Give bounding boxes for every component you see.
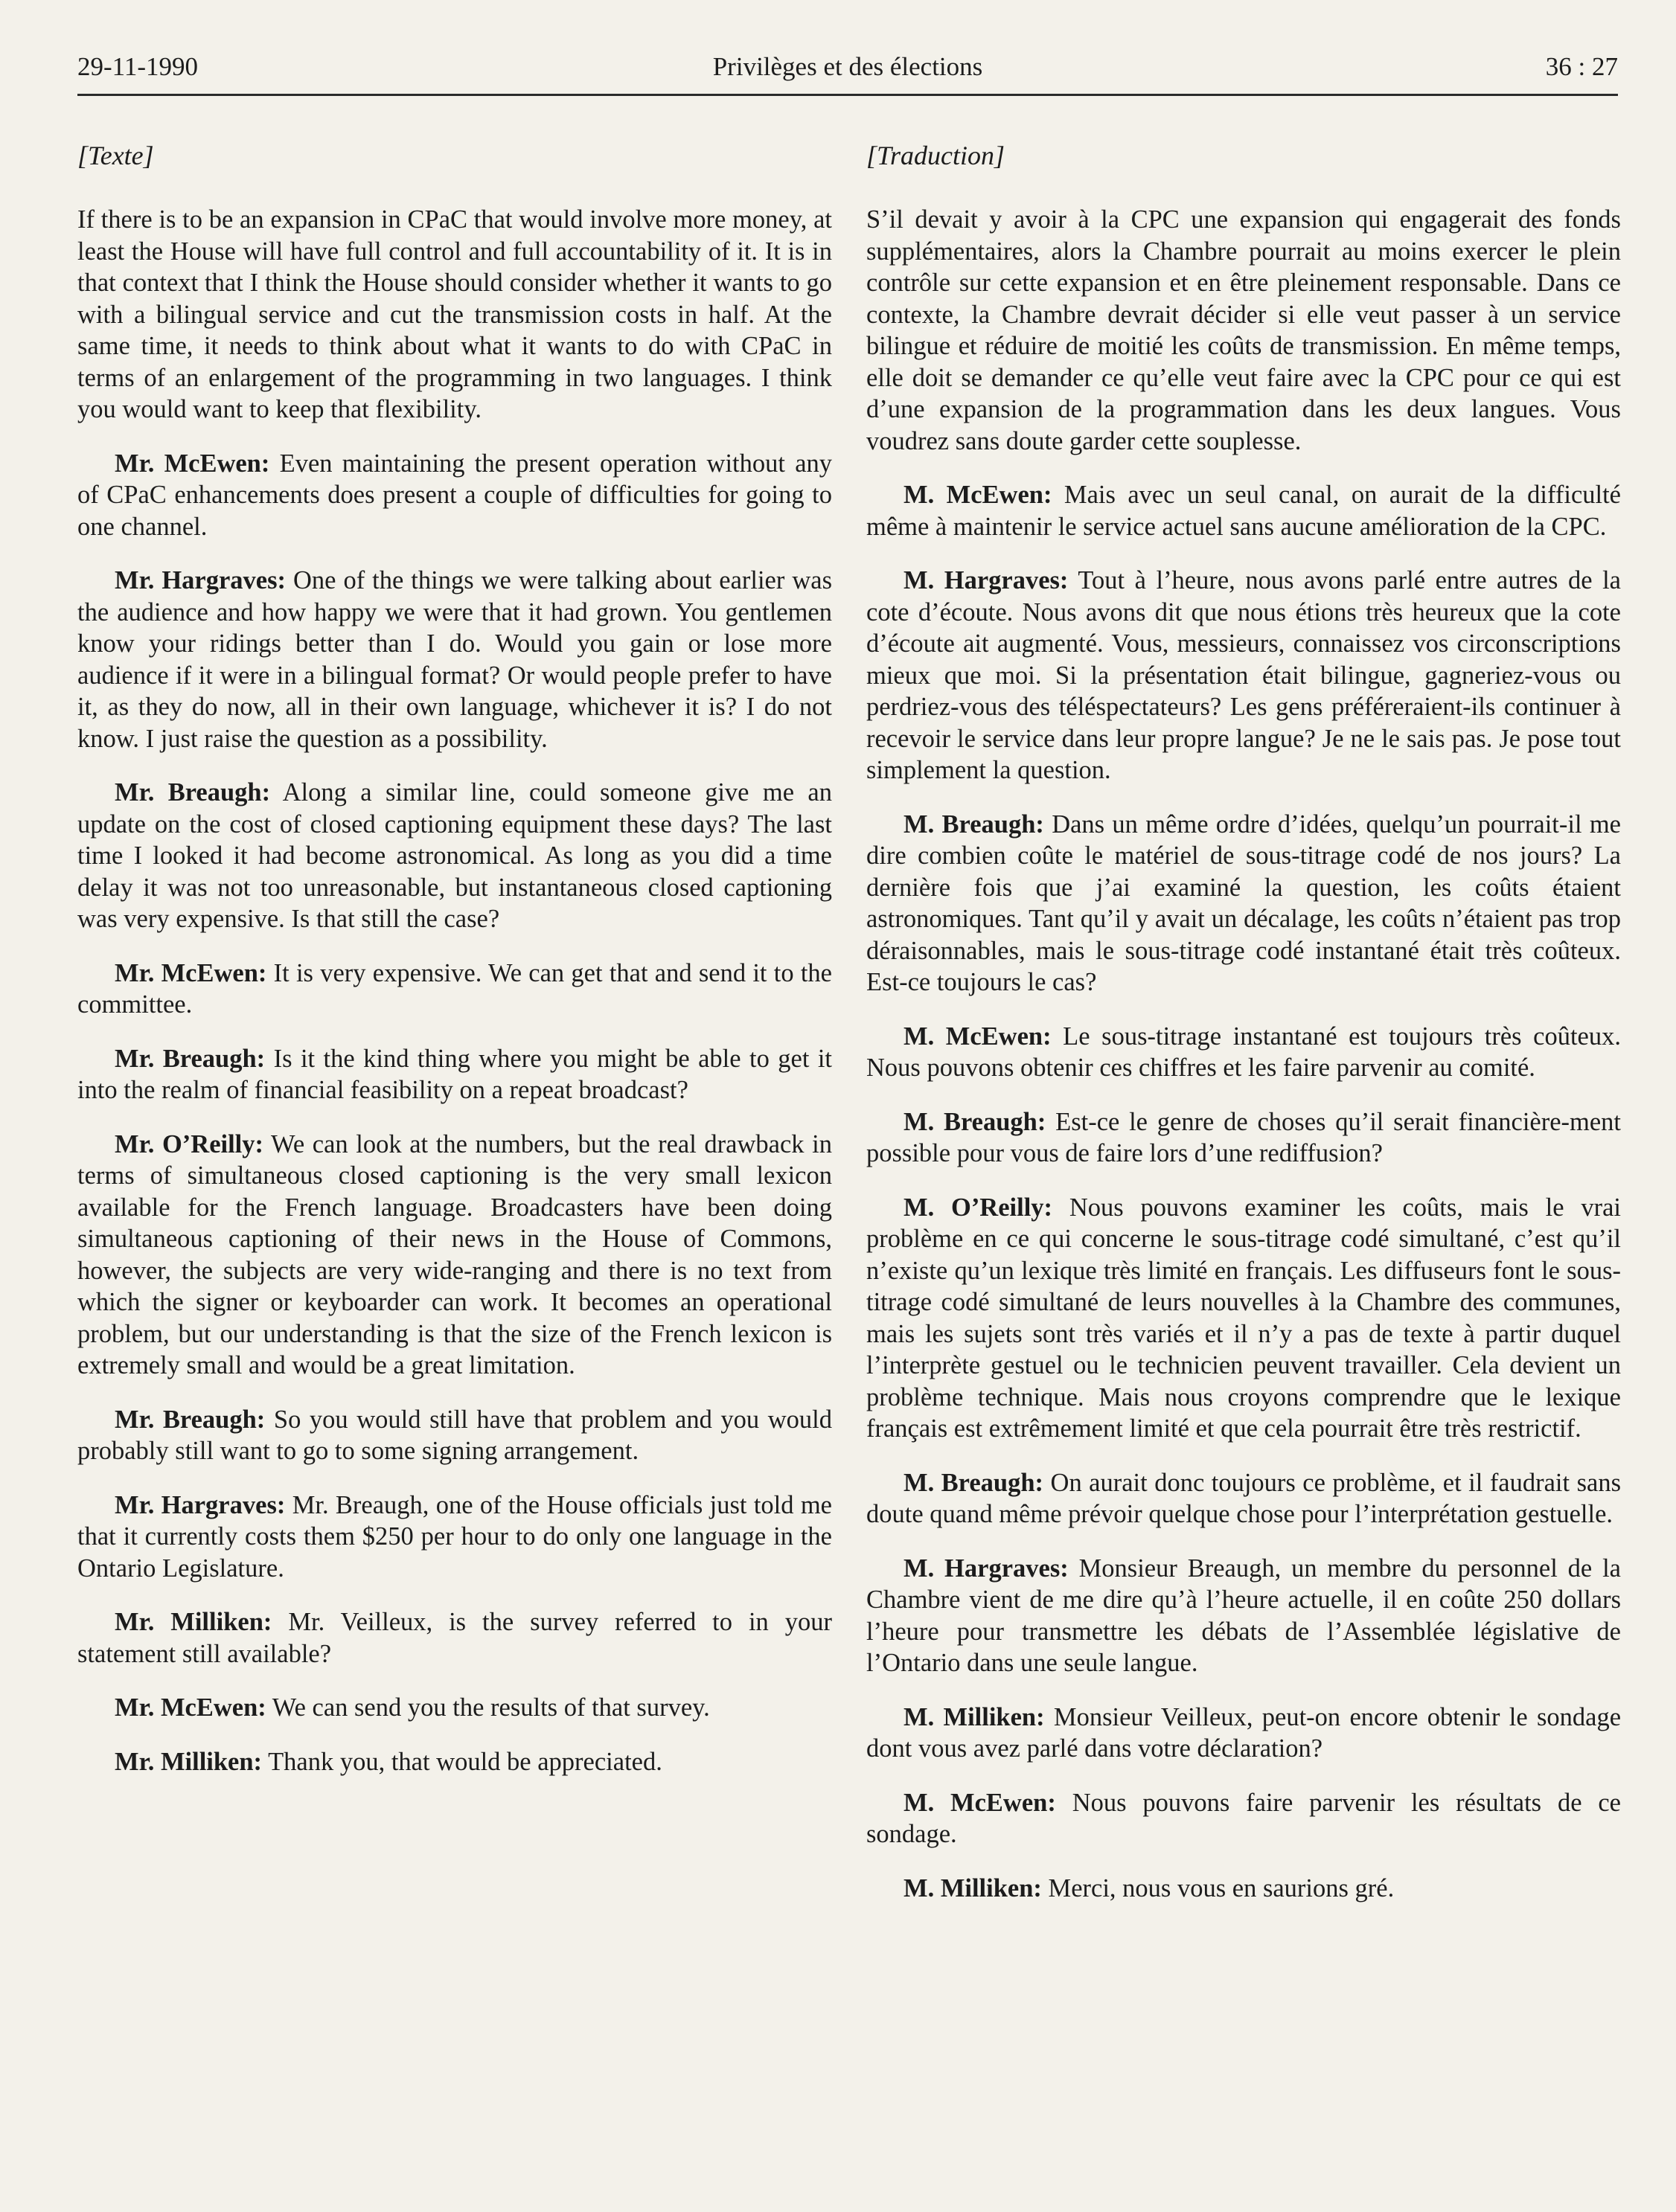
speaker-name: M. McEwen: — [903, 1022, 1052, 1051]
speech-text: We can look at the numbers, but the real drawback in terms of simultaneous closed captioning is the very small lexicon available for the French language. Broadcasters have been doing simultaneous captioning of their news in the House of Commons, however, the subjects are very wide-ranging and there is no text from which the signer or keyboarder can work. It becomes an operational problem, but our understanding is that the size of the French lexicon is extremely small and would be a great limitation. — [77, 1129, 832, 1379]
transcript-paragraph — [77, 448, 832, 543]
speaker-name: M. Hargraves: — [903, 566, 1069, 594]
speech-text: Est-ce le genre de choses qu’il serait financière-ment possible pour vous de faire lors d’une rediffusion? — [866, 1107, 1622, 1167]
speech-text: We can send you the results of that survey. — [272, 1693, 710, 1722]
transcript-paragraph — [866, 1553, 1621, 1679]
speaker-name: Mr. Milliken: — [115, 1747, 263, 1776]
speech-text: Along a similar line, could someone give me an update on the cost of closed captioning equipment these days? The last time I looked it had become astronomical. As long as you did a time delay it was not too unreasonable, but instantaneous closed captioning was very expensive. Is that still the case? — [77, 778, 832, 933]
column-marker: [Traduction] — [866, 141, 1005, 170]
speech-text: If there is to be an expansion in CPaC that would involve more money, at least the House will have full control and full accountability of it. It is in that context that I think the House should consider whether it wants to go with a bilingual service and cut the transmission costs in half. At the same time, it needs to think about what it wants to do with CPaC in terms of an enlargement of the programming in two languages. I think you would want to keep that flexibility. — [77, 205, 832, 423]
transcript-paragraph — [77, 1746, 832, 1778]
speaker-name: M. Breaugh: — [903, 810, 1044, 839]
speech-text: Thank you, that would be appreciated. — [268, 1747, 662, 1776]
speaker-name: M. Milliken: — [903, 1702, 1045, 1731]
transcript-paragraph — [77, 1404, 832, 1467]
transcript-paragraph — [866, 1873, 1621, 1905]
speech-text: Monsieur Veilleux, peut-on encore obtenir le sondage dont vous avez parlé dans votre déclaration? — [866, 1702, 1622, 1763]
speech-text: S’il devait y avoir à la CPC une expansion qui engagerait des fonds supplémentaires, alors la Chambre pourrait au moins exercer le plein contrôle sur cette expansion et en être pleinement responsable. Dans ce contexte, la Chambre devrait décider si elle veut passer à un service bilingue et réduire de moitié les coûts de transmission. En même temps, elle doit se demander ce qu’elle veut faire avec la CPC pour ce qui est d’une expansion de la programmation dans les deux langues. Vous voudrez sans doute garder cette souplesse. — [866, 205, 1621, 455]
speaker-name: M. Hargraves: — [903, 1554, 1069, 1583]
header-date: 29-11-1990 — [77, 52, 199, 81]
transcript-paragraph — [866, 565, 1621, 786]
transcript-paragraph — [77, 1043, 832, 1106]
transcript-paragraph — [77, 1490, 832, 1585]
speaker-name: Mr. Breaugh: — [115, 778, 271, 807]
speech-text: Merci, nous vous en saurions gré. — [1048, 1873, 1395, 1902]
english-column — [77, 140, 832, 1800]
transcript-paragraph — [77, 1692, 832, 1724]
page-header — [77, 48, 1618, 96]
speaker-name: Mr. McEwen: — [115, 1693, 266, 1722]
speaker-name: Mr. McEwen: — [115, 449, 270, 478]
transcript-paragraph — [866, 1787, 1621, 1850]
speaker-name: M. McEwen: — [903, 1788, 1056, 1817]
speech-text: Dans un même ordre d’idées, quelqu’un pourrait-il me dire combien coûte le matériel de sous-titrage codé de nos jours? La dernière fois que j’ai examiné la question, les coûts étaient astronomiques. Tant qu’il y avait un décalage, les coûts n’étaient pas trop déraisonnables, mais le sous-titrage codé instantané était très coûteux. Est-ce toujours le cas? — [866, 810, 1621, 996]
transcript-paragraph — [866, 809, 1621, 998]
speech-text: Mr. Veilleux, is the survey referred to in your statement still available? — [77, 1608, 832, 1668]
transcript-paragraph — [77, 1606, 832, 1670]
speaker-name: Mr. Hargraves: — [115, 566, 287, 594]
transcript-paragraph — [866, 1106, 1621, 1170]
speaker-name: M. Breaugh: — [903, 1468, 1044, 1497]
speech-text: Is it the kind thing where you might be able to get it into the realm of financial feasibility on a repeat broadcast? — [77, 1044, 833, 1104]
transcript-paragraph — [866, 1467, 1621, 1530]
transcript-paragraph — [866, 1192, 1621, 1445]
speech-text: Monsieur Breaugh, un membre du personnel de la Chambre vient de me dire qu’à l’heure actuelle, il en coûte 250 dollars l’heure pour transmettre les débats de l’Assemblée législative de l’Ontario dans une seule langue. — [866, 1554, 1621, 1677]
transcript-paragraph — [77, 1129, 832, 1382]
transcript-paragraph — [77, 565, 832, 754]
speaker-name: M. McEwen: — [903, 481, 1052, 509]
column-marker: [Texte] — [77, 141, 154, 170]
transcript-paragraph — [866, 479, 1621, 542]
speech-text: On aurait donc toujours ce problème, et il faudrait sans doute quand même prévoir quelque chose pour l’interprétation gestuelle. — [866, 1468, 1621, 1528]
speaker-name: Mr. O’Reilly: — [115, 1129, 264, 1158]
speaker-name: Mr. McEwen: — [115, 958, 267, 987]
speech-text: One of the things we were talking about earlier was the audience and how happy we were that it had grown. You gentlemen know your ridings better than I do. Would you gain or lose more audience if it were in a bilingual format? Or would people prefer to have it, as they do now, all in their own language, whichever it is? I do not know. I just raise the question as a possibility. — [77, 566, 832, 753]
speech-text: Mr. Breaugh, one of the House officials just told me that it currently costs them $250 per hour to do only one language in the Ontario Legislature. — [77, 1490, 832, 1583]
transcript-paragraph — [77, 777, 832, 935]
speech-text: Le sous-titrage instantané est toujours très coûteux. Nous pouvons obtenir ces chiffres et les faire parvenir au comité. — [866, 1022, 1621, 1082]
transcript-paragraph — [866, 204, 1621, 457]
speaker-name: Mr. Milliken: — [115, 1608, 272, 1636]
speech-text: Even maintaining the present operation without any of CPaC enhancements does present a couple of difficulties for going to one channel. — [77, 449, 833, 541]
speech-text: Nous pouvons faire parvenir les résultats de ce sondage. — [866, 1788, 1621, 1848]
speech-text: So you would still have that problem and you would probably still want to go to some signing arrangement. — [77, 1405, 832, 1465]
transcript-paragraph — [77, 958, 832, 1021]
speaker-name: M. Milliken: — [903, 1873, 1042, 1902]
speaker-name: Mr. Breaugh: — [115, 1044, 266, 1073]
transcript-paragraph — [77, 204, 832, 426]
speech-text: It is very expensive. We can get that and send it to the committee. — [77, 958, 832, 1019]
speech-text: Mais avec un seul canal, on aurait de la difficulté même à maintenir le service actuel sans aucune amélioration de la CPC. — [866, 481, 1621, 541]
french-paragraphs — [866, 204, 1621, 1904]
header-page-number: 36 : 27 — [1545, 52, 1618, 81]
header-title: Privilèges et des élections — [712, 52, 983, 81]
transcript-paragraph — [866, 1021, 1621, 1084]
speech-text: Nous pouvons examiner les coûts, mais le vrai problème en ce qui concerne le sous-titrage codé simultané, c’est qu’il n’existe qu’un lexique très limité en français. Les diffuseurs font le sous-titrage codé simultané de leurs nouvelles à la Chambre des communes, mais les sujets sont très variés et il n’y a pas de texte à partir duquel l’interprète gestuel ou le technicien peuvent travailler. Cela devient un problème technique. Mais nous croyons comprendre que le lexique français est extrêmement limité et que cela pourrait être très restrictif. — [866, 1193, 1621, 1443]
transcript-paragraph — [866, 1702, 1621, 1765]
speaker-name: M. Breaugh: — [903, 1107, 1046, 1136]
speech-text: Tout à l’heure, nous avons parlé entre autres de la cote d’écoute. Nous avons dit que nous étions très heureux que la cote d’écoute ait augmenté. Vous, messieurs, connaissez vos circonscriptions mieux que moi. Si la présentation était bilingue, gagneriez-vous ou perdriez-vous des téléspectateurs? Les gens préféreraient-ils continuer à recevoir le service dans leur propre langue? Je ne le sais pas. Je pose tout simplement la question. — [866, 566, 1621, 784]
english-paragraphs — [77, 204, 832, 1777]
french-column — [866, 140, 1621, 1926]
speaker-name: M. O’Reilly: — [903, 1193, 1053, 1222]
speaker-name: Mr. Breaugh: — [115, 1405, 266, 1434]
speaker-name: Mr. Hargraves: — [115, 1490, 286, 1519]
